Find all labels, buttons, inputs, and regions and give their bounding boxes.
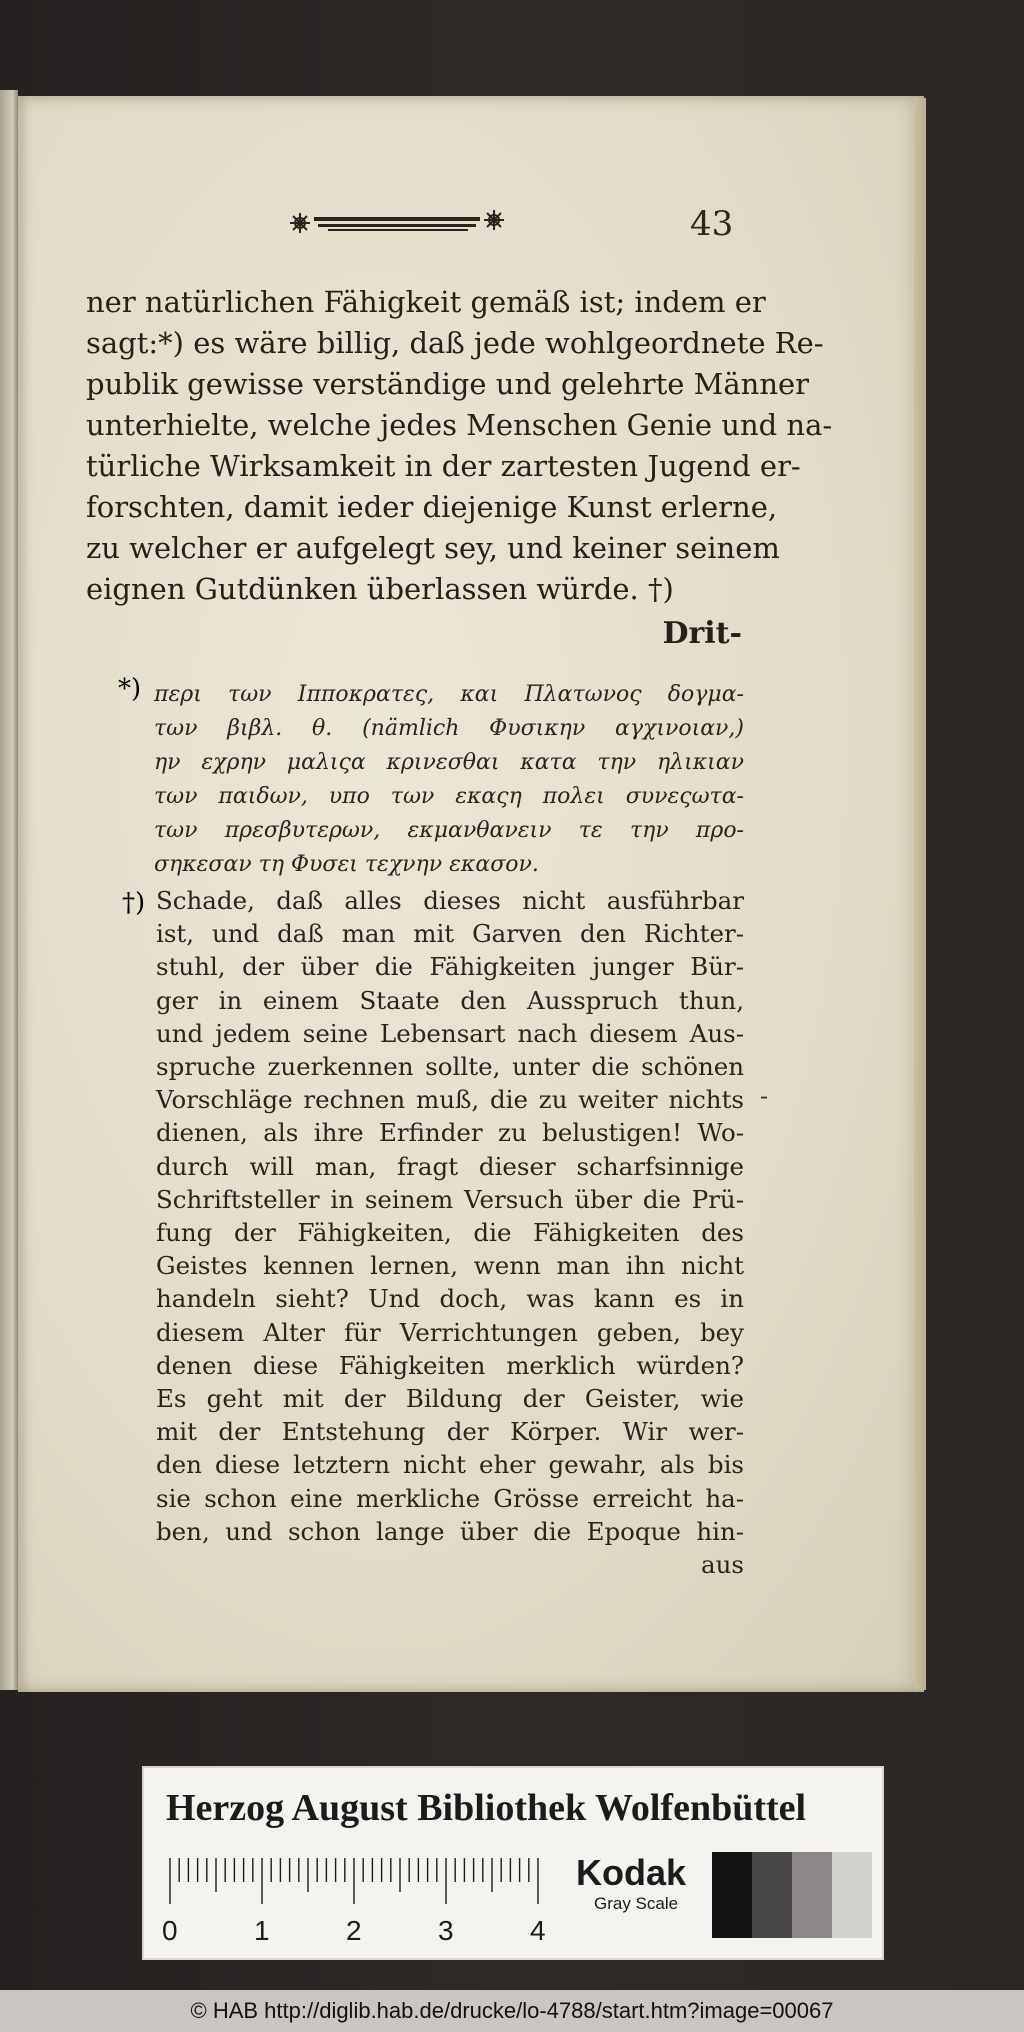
footnote-line: περι των Ιπποκρατες, και Πλατωνος δογμα- bbox=[154, 682, 744, 707]
footnote-line: diesem Alter für Verrichtungen geben, bey bbox=[156, 1317, 744, 1347]
footnote-line: fung der Fähigkeiten, die Fähigkeiten des bbox=[156, 1218, 744, 1248]
footnote-line: spruche zuerkennen sollte, unter die schönen bbox=[156, 1052, 744, 1082]
gray-scale-label: Gray Scale bbox=[594, 1894, 679, 1913]
header-ornament bbox=[288, 208, 508, 238]
footnote-line: stuhl, der über die Fähigkeiten junger Bür- bbox=[156, 952, 744, 982]
library-title: Herzog August Bibliothek Wolfenbüttel bbox=[166, 1787, 807, 1829]
margin-mark: - bbox=[760, 1082, 769, 1110]
footnote-line: handeln sieht? Und doch, was kann es in bbox=[156, 1284, 744, 1314]
swatch-black bbox=[712, 1852, 752, 1938]
text-line: türliche Wirksamkeit in der zartesten Jugend er- bbox=[86, 449, 801, 483]
ruler-label: 4 bbox=[530, 1915, 546, 1946]
ruler-label: 2 bbox=[346, 1915, 362, 1946]
gray-swatches bbox=[712, 1852, 872, 1938]
main-text bbox=[86, 282, 833, 610]
footnote-line: und jedem seine Lebensart nach diesem Aus- bbox=[156, 1018, 744, 1048]
text-line: zu welcher er aufgelegt sey, und keiner seinem bbox=[86, 531, 780, 565]
page-fore-edge bbox=[914, 98, 926, 1690]
footnote-line: Geistes kennen lernen, wenn man ihn nicht bbox=[156, 1251, 744, 1281]
footnote-line: ger in einem Staate den Ausspruch thun, bbox=[156, 985, 744, 1015]
footnote-line: dienen, als ihre Erfinder zu belustigen! Wo- bbox=[156, 1118, 744, 1148]
footnote-dagger-mark: †) bbox=[122, 888, 146, 918]
footnote-line: denen diese Fähigkeiten merklich würden? bbox=[156, 1350, 744, 1380]
footnote-star-mark: *) bbox=[118, 674, 142, 704]
ruler-label: 3 bbox=[438, 1915, 454, 1946]
footnote-line: sie schon eine merkliche Grösse erreicht ha- bbox=[156, 1483, 744, 1513]
swatch-light-gray bbox=[832, 1852, 872, 1938]
swatch-dark-gray bbox=[752, 1852, 792, 1938]
footnote-line: Schriftsteller in seinem Versuch über die Prü- bbox=[156, 1184, 744, 1214]
footnote-line: Es geht mit der Bildung der Geister, wie bbox=[156, 1384, 744, 1414]
catchword: Drit- bbox=[662, 616, 742, 651]
footnote-line: Vorschläge rechnen muß, die zu weiter nichts bbox=[156, 1085, 744, 1115]
footnote-line: των βιβλ. θ. (nämlich Φυσικην αγχινοιαν,) bbox=[154, 716, 744, 741]
footnote-line: ben, und schon lange über die Epoque hin- bbox=[156, 1516, 744, 1546]
page-number: 43 bbox=[690, 204, 734, 244]
footnote-line: aus bbox=[701, 1550, 744, 1580]
text-line: eignen Gutdünken überlassen würde. †) bbox=[86, 572, 674, 606]
text-line: forschten, damit ieder diejenige Kunst erlerne, bbox=[86, 490, 778, 524]
text-line: publik gewisse verständige und gelehrte Männer bbox=[86, 367, 810, 401]
footnote-greek bbox=[154, 678, 744, 882]
footnote-line: den diese letztern nicht eher gewahr, als bis bbox=[156, 1450, 744, 1480]
footnote-line: ist, und daß man mit Garven den Richter- bbox=[156, 919, 744, 949]
ruler-label: 0 bbox=[162, 1915, 178, 1946]
footnote-line: ην εχρην μαλιςα κρινεσθαι κατα την ηλικιαν bbox=[154, 750, 744, 775]
footnote-line: των πρεσβυτερων, εκμανθανειν τε την προ- bbox=[154, 818, 744, 843]
footnote-dagger bbox=[156, 884, 744, 1581]
ruler-label: 1 bbox=[254, 1915, 270, 1946]
color-reference-card bbox=[144, 1768, 882, 1958]
footnote-line: durch will man, fragt dieser scharfsinnige bbox=[156, 1151, 744, 1181]
copyright-footer: © HAB http://diglib.hab.de/drucke/lo-4788/start.htm?image=00067 bbox=[0, 1990, 1024, 2032]
footnote-line: των παιδων, υπο των εκαςη πολει συνεςωτα- bbox=[154, 784, 744, 809]
text-line: sagt:*) es wäre billig, daß jede wohlgeordnete Re- bbox=[86, 326, 824, 360]
swatch-mid-gray bbox=[792, 1852, 832, 1938]
text-line: unterhielte, welche jedes Menschen Genie und na- bbox=[86, 408, 833, 442]
kodak-logo: Kodak bbox=[576, 1852, 687, 1893]
previous-page-edge bbox=[0, 90, 18, 1690]
footnote-line: mit der Entstehung der Körper. Wir wer- bbox=[156, 1417, 744, 1447]
text-line: ner natürlichen Fähigkeit gemäß ist; indem er bbox=[86, 285, 766, 319]
footnote-line: Schade, daß alles dieses nicht ausführbar bbox=[156, 886, 744, 915]
footnote-line: σηκεσαν τη Φυσει τεχνην εκασον. bbox=[154, 852, 539, 877]
